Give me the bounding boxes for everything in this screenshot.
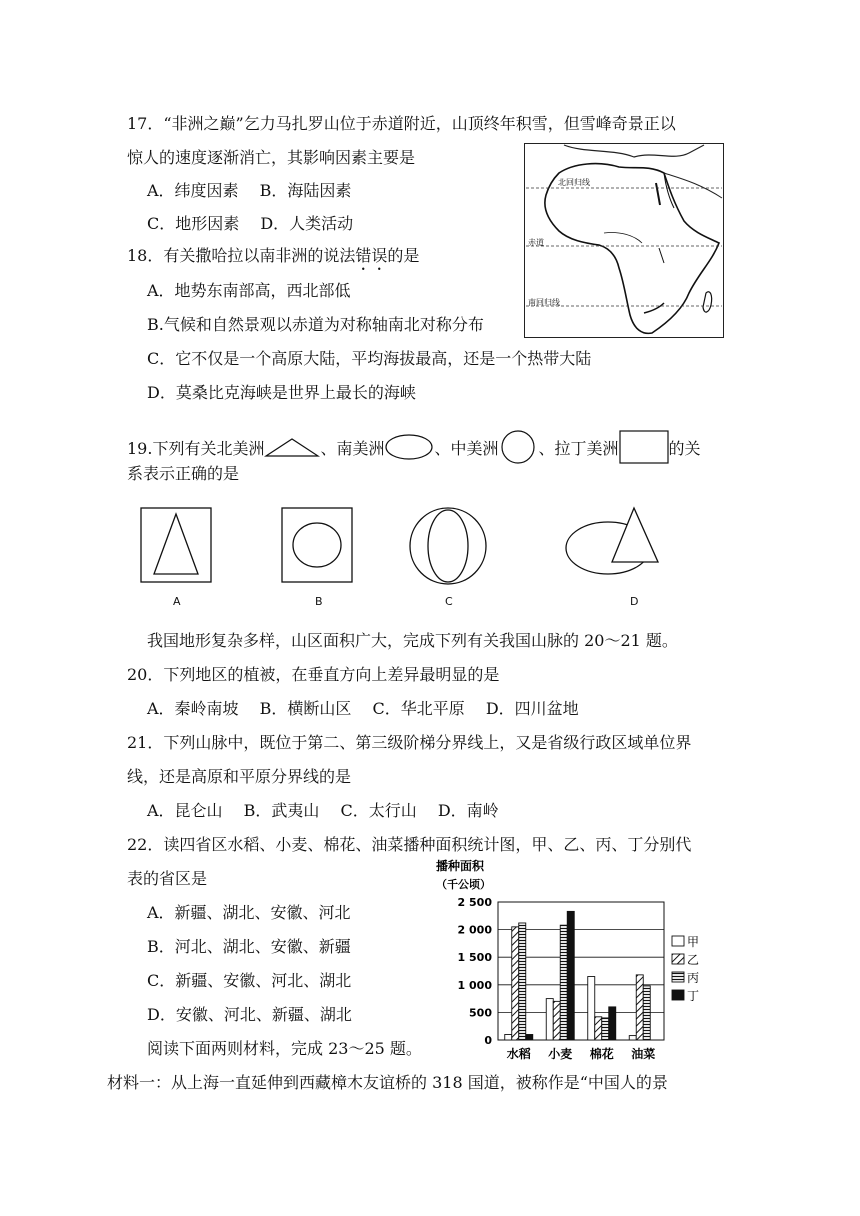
q17-line2: 惊人的速度逐渐消亡，其影响因素主要是	[127, 148, 416, 167]
map-equator-label: 赤道	[528, 238, 544, 247]
y-tick-label: 0	[484, 1034, 492, 1047]
q21-options: A．昆仑山 B．武夷山 C．太行山 D．南岭	[147, 801, 499, 820]
bar-丁-水稻	[526, 1034, 533, 1040]
q22-option-d: D．安徽、河北、新疆、湖北	[147, 1005, 352, 1024]
q19-label-a: A	[173, 595, 181, 608]
legend-swatch	[672, 972, 684, 982]
y-tick-label: 500	[469, 1006, 492, 1020]
x-tick-label: 水稻	[506, 1047, 531, 1061]
chart-title: 播种面积	[436, 859, 485, 873]
map-north-tropic-label: 北回归线	[558, 178, 590, 187]
q18-option-c: C．它不仅是一个高原大陆，平均海拔最高，还是一个热带大陆	[147, 349, 592, 368]
bar-丙-水稻	[519, 923, 526, 1040]
q22-line1: 22．读四省区水稻、小麦、棉花、油菜播种面积统计图，甲、乙、丙、丁分别代	[127, 835, 692, 854]
q22-option-b: B．河北、湖北、安徽、新疆	[147, 937, 351, 956]
bar-乙-油菜	[636, 975, 643, 1040]
q19-label-d: D	[630, 595, 639, 608]
bar-甲-水稻	[505, 1034, 512, 1040]
q17-line1: 17．“非洲之巅”乞力马扎罗山位于赤道附近，山顶终年积雪，但雪峰奇景正以	[127, 114, 676, 133]
ellipse-icon	[384, 432, 434, 462]
triangle-icon	[264, 436, 320, 458]
q21-line2: 线，还是高原和平原分界线的是	[127, 767, 352, 786]
q22-option-a: A．新疆、湖北、安徽、河北	[147, 903, 351, 922]
legend-label: 乙	[687, 953, 700, 967]
legend-swatch	[672, 990, 684, 1000]
bar-chart-svg	[436, 858, 716, 1068]
q17-options-ab: A．纬度因素 B．海陆因素	[147, 181, 352, 200]
africa-map	[524, 143, 724, 338]
bar-chart	[436, 858, 716, 1068]
material-1: 材料一：从上海一直延伸到西藏樟木友谊桥的 318 国道，被称作是“中国人的景	[107, 1073, 668, 1092]
map-south-tropic-label: 南回归线	[528, 298, 560, 307]
y-tick-label: 1 000	[457, 978, 492, 992]
circle-icon	[498, 430, 538, 464]
q19-diagrams	[140, 506, 700, 616]
q22-line2: 表的省区是	[127, 869, 208, 888]
q21-line1: 21．下列山脉中，既位于第二、第三级阶梯分界线上，又是省级行政区域单位界	[127, 733, 692, 752]
q18-option-d: D．莫桑比克海峡是世界上最长的海峡	[147, 383, 416, 402]
y-tick-label: 1 500	[457, 951, 492, 965]
x-tick-label: 油菜	[631, 1047, 656, 1061]
q22-option-c: C．新疆、安徽、河北、湖北	[147, 971, 352, 990]
y-tick-label: 2 000	[457, 923, 492, 937]
legend-label: 丙	[687, 971, 700, 985]
legend-swatch	[672, 954, 684, 964]
bar-丙-棉花	[602, 1018, 609, 1040]
q19-label-c: C	[445, 595, 453, 608]
bar-丁-棉花	[609, 1007, 616, 1040]
x-tick-label: 棉花	[589, 1047, 614, 1061]
q18-option-a: A．地势东南部高，西北部低	[147, 281, 351, 300]
q18-stem: 18．有关撒哈拉以南非洲的说法错误的是	[127, 246, 420, 265]
y-tick-label: 2 500	[457, 896, 492, 909]
q18-option-b: B.气候和自然景观以赤道为对称轴南北对称分布	[147, 315, 484, 334]
q19-label-b: B	[315, 595, 323, 608]
bar-甲-油菜	[629, 1036, 636, 1040]
bar-乙-水稻	[512, 927, 519, 1040]
chart-ylabel: （千公顷）	[436, 878, 491, 891]
bar-乙-小麦	[553, 1001, 560, 1040]
q20-options: A．秦岭南坡 B．横断山区 C．华北平原 D．四川盆地	[147, 699, 579, 718]
q17-options-cd: C．地形因素 D．人类活动	[147, 214, 354, 233]
bar-甲-小麦	[546, 999, 553, 1040]
legend-label: 丁	[687, 989, 700, 1003]
intro-23-25: 阅读下面两则材料，完成 23～25 题。	[147, 1039, 422, 1058]
x-tick-label: 小麦	[548, 1047, 573, 1061]
bar-丙-小麦	[560, 925, 567, 1040]
rectangle-icon	[619, 430, 669, 464]
bar-丁-小麦	[567, 911, 574, 1040]
legend-swatch	[672, 936, 684, 946]
bar-乙-棉花	[595, 1017, 602, 1040]
q18-emphasis: 错误	[355, 246, 388, 265]
legend-label: 甲	[687, 935, 700, 949]
q19-line1: 19.下列有关北美洲 、南美洲 、中美洲 、拉丁美洲 的关	[127, 430, 701, 464]
bar-丙-油菜	[643, 986, 650, 1040]
intro-20-21: 我国地形复杂多样，山区面积广大，完成下列有关我国山脉的 20～21 题。	[147, 631, 678, 650]
bar-甲-棉花	[588, 977, 595, 1040]
q20-stem: 20．下列地区的植被，在垂直方向上差异最明显的是	[127, 665, 500, 684]
q19-line2: 系表示正确的是	[127, 464, 240, 483]
